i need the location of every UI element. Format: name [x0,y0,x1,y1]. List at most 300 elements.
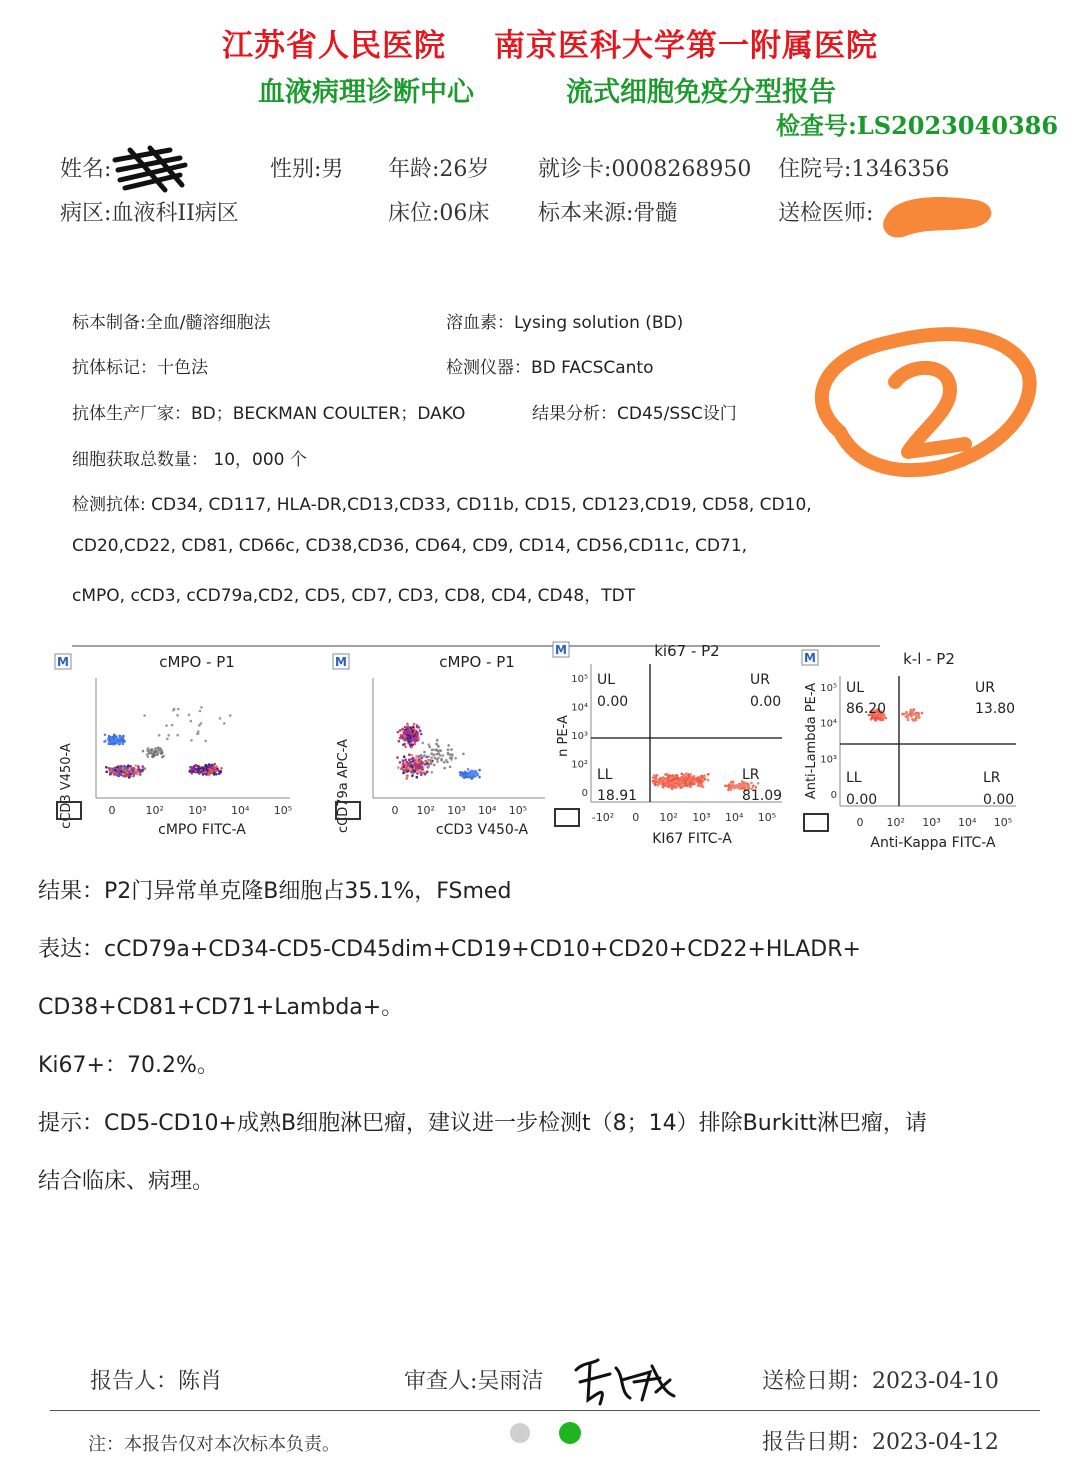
event-dot [220,767,223,770]
event-dot [474,774,477,777]
event-dot [909,712,912,715]
event-dot [684,782,687,785]
event-dot [192,770,195,773]
event-dot [194,767,197,770]
antibodies-line-3: cMPO, cCD3, cCD79a,CD2, CD5, CD7, CD3, CD8, CD4, CD48，TDT [72,586,636,606]
event-dot [436,760,439,763]
sample-source: 标本来源:骨髓 [538,201,678,226]
plot1-m-label: M [57,655,69,669]
plot4-ll: LL [846,770,862,786]
axis-tick-label: 10⁴ [231,804,250,817]
event-dot [687,784,690,787]
event-dot [402,763,405,766]
event-dot [206,766,209,769]
event-dot [667,775,670,778]
event-dot [447,748,450,751]
event-dot [707,773,710,776]
event-dot [397,731,400,734]
event-dot [116,766,119,769]
event-dot [442,754,445,757]
plot3-lr: LR [742,767,760,783]
event-dot [478,776,481,779]
axis-tick-label: 10³ [188,804,207,817]
event-dot [423,754,426,757]
patient-ward: 病区:血液科II病区 [60,201,239,226]
event-dot [411,762,414,765]
plot4-zoom-icon[interactable] [804,814,828,831]
event-dot [219,717,222,720]
event-dot [474,771,477,774]
event-dot [115,735,118,738]
event-dot [405,738,408,741]
axis-tick-label: 10⁵ [757,811,777,824]
event-dot [430,760,433,763]
event-dot [707,779,710,782]
event-dot [416,772,419,775]
event-dot [676,780,679,783]
event-dot [215,769,218,772]
event-dot [431,771,434,774]
event-dot [697,784,700,787]
plot2-ylabel: cCD79a APC-A [336,739,351,833]
plot4-m-label: M [804,651,816,665]
event-dot [449,753,452,756]
event-dot [411,743,414,746]
event-dot [915,712,918,715]
event-dot [683,775,686,778]
event-dot [190,739,193,742]
event-dot [167,734,170,737]
axis-tick-label: 10⁴ [958,816,977,829]
event-dot [199,710,202,713]
event-dot [405,765,408,768]
plot3-ll-value: 18.91 [597,788,638,804]
analysis-gating: 结果分析：CD45/SSC设门 [532,404,737,424]
event-dot [108,741,111,744]
event-dot [147,755,150,758]
event-dot [134,764,137,767]
plot-ki67 [553,642,782,847]
event-dot [136,773,139,776]
event-dot [146,748,149,751]
event-dot [424,773,427,776]
event-dot [450,758,453,761]
event-dot [417,766,420,769]
event-dot [416,724,419,727]
plot3-zoom-icon[interactable] [555,809,579,826]
axis-tick-label: 10⁵ [993,816,1013,829]
event-dot [408,753,411,756]
event-dot [432,748,435,751]
event-dot [400,768,403,771]
plot1-ylabel: cCD3 V450-A [59,743,74,829]
plot2-xlabel: cCD3 V450-A [435,822,529,838]
event-dot [412,726,415,729]
event-dot [407,770,410,773]
event-dot [402,772,405,775]
event-dot [478,769,481,772]
event-dot [153,754,156,757]
event-dot [689,782,692,785]
event-dot [443,761,446,764]
patient-card: 就诊卡:0008268950 [538,157,752,182]
event-dot [229,714,232,717]
event-dot [752,785,755,788]
event-dot [436,748,439,751]
result-line-1: 结果：P2门异常单克隆B细胞占35.1%，FSmed [38,879,512,904]
event-dot [662,786,665,789]
event-dot [132,767,135,770]
event-dot [406,734,409,737]
event-dot [471,770,474,773]
page-dot-2[interactable] [559,1422,581,1444]
event-dot [173,708,176,711]
cell-count: 细胞获取总数量： 10，000 个 [72,450,307,470]
event-dot [420,766,423,769]
event-dot [409,726,412,729]
event-dot [411,775,414,778]
event-dot [450,748,453,751]
result-line-2: 表达：cCD79a+CD34-CD5-CD45dim+CD19+CD10+CD20+CD22+HLADR+ [38,937,861,962]
plot4-title: k-l - P2 [903,650,955,668]
event-dot [439,749,442,752]
event-dot [200,771,203,774]
hospital-name-right: 南京医科大学第一附属医院 [494,28,878,64]
event-dot [176,714,179,717]
event-dot [700,781,703,784]
event-dot [406,761,409,764]
event-dot [433,764,436,767]
event-dot [420,733,423,736]
event-dot [409,767,412,770]
event-dot [465,772,468,775]
event-dot [679,778,682,781]
event-dot [685,772,688,775]
event-dot [130,771,133,774]
event-dot [128,768,131,771]
result-line-3: CD38+CD81+CD71+Lambda+。 [38,995,404,1020]
patient-sex: 性别:男 [270,157,344,182]
event-dot [114,742,117,745]
send-date: 送检日期：2023-04-10 [762,1369,999,1394]
event-dot [126,768,129,771]
event-dot [405,777,408,780]
plot4-ll-value: 0.00 [846,792,878,808]
event-dot [200,706,203,709]
event-dot [404,730,407,733]
plot2-title: cMPO - P1 [439,653,515,671]
patient-name-label: 姓名: [60,157,112,182]
event-dot [165,724,168,727]
plot1-title: cMPO - P1 [159,653,235,671]
event-dot [693,783,696,786]
event-dot [166,738,169,741]
event-dot [131,775,134,778]
axis-tick-label: 10² [571,759,588,771]
event-dot [157,751,160,754]
plot3-title: ki67 - P2 [654,642,720,660]
plot4-ul: UL [846,680,865,696]
event-dot [435,743,438,746]
event-dot [104,740,107,743]
instrument: 检测仪器：BD FACSCanto [446,358,654,378]
event-dot [206,769,209,772]
event-dot [454,757,457,760]
event-dot [127,764,130,767]
event-dot [418,770,421,773]
event-dot [210,771,213,774]
event-dot [177,708,180,711]
event-dot [410,754,413,757]
event-dot [171,724,174,727]
event-dot [135,769,138,772]
plot4-xlabel: Anti-Kappa FITC-A [870,835,996,851]
plot2-dots [396,723,481,780]
event-dot [202,767,205,770]
plot3-xlabel: KI67 FITC-A [652,831,732,847]
event-dot [397,766,400,769]
event-dot [676,785,679,788]
axis-tick-label: 10³ [447,804,466,817]
axis-tick-label: 10⁴ [478,804,497,817]
axis-tick-label: 0 [108,804,116,817]
event-dot [204,740,207,743]
event-dot [664,784,667,787]
event-dot [152,750,155,753]
plot3-lr-value: 81.09 [742,788,783,804]
event-dot [142,750,145,753]
event-dot [119,767,122,770]
event-dot [212,768,215,771]
event-dot [215,773,218,776]
event-dot [447,744,450,747]
event-dot [676,774,679,777]
event-dot [412,772,415,775]
event-dot [423,751,426,754]
result-line-5: 提示：CD5-CD10+成熟B细胞淋巴瘤，建议进一步检测t（8；14）排除Burkitt淋巴瘤，请 [38,1111,927,1136]
event-dot [424,760,427,763]
center-name: 血液病理诊断中心 [258,77,474,108]
event-dot [204,771,207,774]
plot3-ur-value: 0.00 [750,694,782,710]
event-dot [462,753,465,756]
event-dot [440,759,443,762]
event-dot [402,760,405,763]
event-dot [200,722,203,725]
event-dot [693,780,696,783]
patient-age: 年龄:26岁 [388,157,490,182]
event-dot [732,786,735,789]
plot3-ul: UL [597,672,616,688]
plot4-ylabel: Anti-Lambda PE-A [804,682,819,800]
axis-tick-label: 10³ [922,816,941,829]
event-dot [697,776,700,779]
event-dot [115,738,118,741]
axis-tick-label: 0 [830,790,837,801]
event-dot [704,778,707,781]
event-dot [223,722,226,725]
event-dot [215,766,218,769]
event-dot [105,766,108,769]
event-dot [108,735,111,738]
axis-tick-label: 0 [581,788,588,799]
event-dot [416,776,419,779]
event-dot [399,729,402,732]
plot4-lr: LR [983,770,1001,786]
footer-divider [50,1410,1040,1411]
plot2-m-label: M [335,655,347,669]
lysing-solution: 溶血素：Lysing solution (BD) [446,313,684,333]
event-dot [662,783,665,786]
event-dot [730,788,733,791]
event-dot [188,714,191,717]
event-dot [662,777,665,780]
report-date: 报告日期：2023-04-12 [762,1430,999,1455]
event-dot [408,729,411,732]
axis-tick-label: 10⁵ [273,804,293,817]
event-dot [655,775,658,778]
plot3-ylabel: n PE-A [556,715,571,757]
event-dot [419,730,422,733]
referring-doctor: 送检医师: [778,201,874,226]
event-dot [105,771,108,774]
event-dot [404,746,407,749]
axis-tick-label: 10² [145,804,164,817]
event-dot [139,770,142,773]
event-dot [114,769,117,772]
event-dot [406,723,409,726]
redaction-scribble-name [110,140,190,200]
event-dot [906,716,909,719]
event-dot [113,734,116,737]
event-dot [403,743,406,746]
plot4-ul-value: 86.20 [846,701,887,717]
event-dot [659,783,662,786]
event-dot [419,761,422,764]
event-dot [120,738,123,741]
event-dot [161,749,164,752]
event-dot [143,714,146,717]
event-dot [468,774,471,777]
event-dot [104,734,107,737]
event-dot [141,765,144,768]
plot3-m-label: M [555,643,567,657]
event-dot [414,763,417,766]
event-dot [110,773,113,776]
event-dot [694,778,697,781]
event-dot [419,756,422,759]
event-dot [696,781,699,784]
event-dot [449,766,452,769]
event-dot [681,773,684,776]
axis-tick-label: 10² [886,816,905,829]
reviewer: 审查人:吴雨洁 [404,1369,544,1394]
event-dot [670,776,673,779]
event-dot [447,752,450,755]
event-dot [409,737,412,740]
page-dot-1[interactable] [510,1423,530,1443]
event-dot [912,709,915,712]
redaction-blob-doctor [876,188,1000,246]
event-dot [740,783,743,786]
axis-tick-label: 10⁵ [508,804,528,817]
antibodies-line-2: CD20,CD22, CD81, CD66c, CD38,CD36, CD64, CD9, CD14, CD56,CD11c, CD71, [72,536,748,556]
event-dot [467,768,470,771]
event-dot [745,784,748,787]
axis-tick-label: 10³ [571,731,588,742]
event-dot [403,769,406,772]
event-dot [161,756,164,759]
event-dot [120,772,123,775]
axis-tick-label: 10² [659,811,678,824]
event-dot [728,784,731,787]
event-dot [403,755,406,758]
report-title: 流式细胞免疫分型报告 [566,77,836,108]
plot4-lr-value: 0.00 [983,792,1015,808]
event-dot [408,740,411,743]
plot3-ul-value: 0.00 [597,694,629,710]
axis-tick-label: 10³ [820,754,837,766]
event-dot [428,755,431,758]
plot-cmpo-cd3 [55,653,292,838]
event-dot [407,727,410,730]
event-dot [414,738,417,741]
event-dot [685,778,688,781]
event-dot [433,753,436,756]
plot3-ll: LL [597,767,613,783]
antibody-labeling: 抗体标记：十色法 [72,358,208,378]
event-dot [130,765,133,768]
event-dot [669,786,672,789]
event-dot [110,768,113,771]
event-dot [921,712,924,715]
event-dot [690,773,693,776]
event-dot [213,763,216,766]
event-dot [128,776,131,779]
event-dot [725,785,728,788]
event-dot [399,761,402,764]
exam-number: 检查号:LS2023040386 [776,111,1059,140]
event-dot [910,709,913,712]
plot3-ur: UR [750,672,770,688]
event-dot [190,769,193,772]
event-dot [414,743,417,746]
plot-kappa-lambda [802,650,1016,851]
event-dot [412,730,415,733]
footer-note: 注：本报告仅对本次标本负责。 [88,1434,340,1455]
event-dot [120,770,123,773]
plot1-dots [103,706,231,779]
hospital-name-left: 江苏省人民医院 [222,28,446,64]
event-dot [667,779,670,782]
event-dot [138,767,141,770]
event-dot [125,772,128,775]
event-dot [702,786,705,789]
event-dot [424,763,427,766]
event-dot [209,765,212,768]
event-dot [408,758,411,761]
event-dot [874,718,877,721]
event-dot [446,761,449,764]
event-dot [196,732,199,735]
event-dot [122,773,125,776]
axis-tick-label: 10⁵ [820,683,837,694]
event-dot [700,775,703,778]
event-dot [436,739,439,742]
event-dot [727,789,730,792]
event-dot [418,763,421,766]
event-dot [674,785,677,788]
